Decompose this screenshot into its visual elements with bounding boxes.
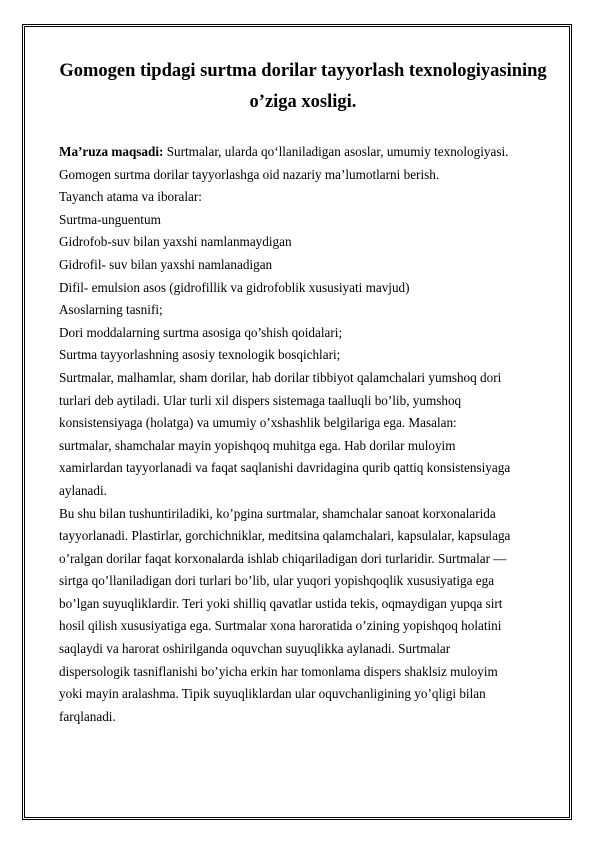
body-line: Asoslarning tasnifi; <box>59 302 163 318</box>
body-line: o’ralgan dorilar faqat korxonalarda ishlab chiqariladigan dori turlaridir. Surtmalar — <box>59 550 507 566</box>
purpose-text: Surtmalar, ularda qo‘llaniladigan asoslar, umumiy texnologiyasi. <box>163 144 509 159</box>
body-line: farqlanadi. <box>59 708 116 724</box>
purpose-line <box>59 141 547 164</box>
body-line: Difil- emulsion asos (gidrofillik va gidrofoblik xususiyati mavjud) <box>59 279 410 295</box>
body-line: konsistensiyaga (holatga) va umumiy o’xshashlik belgilariga ega. Masalan: <box>59 415 457 431</box>
purpose-label: Ma’ruza maqsadi: <box>59 144 164 159</box>
body-line: Gomogen surtma dorilar tayyorlashga oid nazariy ma’lumotlarni berish. <box>59 166 440 182</box>
body-line: Gidrofob-suv bilan yaxshi namlanmaydigan <box>59 234 292 250</box>
body-line: Tayanch atama va iboralar: <box>59 189 202 205</box>
body-line: yoki mayin aralashma. Tipik suyuqliklardan ular oquvchanligining yo’qligi bilan <box>59 686 486 702</box>
document-body <box>59 141 547 728</box>
body-line: turlari deb aytiladi. Ular turli xil dispers sistemaga taalluqli bo’lib, yumshoq <box>59 392 462 408</box>
body-line: saqlaydi va harorat oshirilganda oquvchan suyuqlikka aylanadi. Surtmalar <box>59 641 451 657</box>
body-line: tayyorlanadi. Plastirlar, gorchichniklar, meditsina qalamchalari, kapsulalar, kapsulaga <box>59 528 511 544</box>
body-line: hosil qilish xususiyatiga ega. Surtmalar xona haroratida o’zining yopishqoq holatini <box>59 618 502 634</box>
title-line-1: Gomogen tipdagi surtma dorilar tayyorlash texnologiyasining <box>59 61 547 81</box>
title-line-2: o’ziga xosligi. <box>249 92 357 112</box>
body-line: surtmalar, shamchalar mayin yopishqoq muhitga ega. Hab dorilar muloyim <box>59 437 456 453</box>
body-line: Dori moddalarning surtma asosiga qo’shish qoidalari; <box>59 324 343 340</box>
body-line: dispersologik tasniflanishi bo’yicha erkin har tomonlama dispers shaklsiz muloyim <box>59 663 498 679</box>
document-content <box>59 56 547 728</box>
body-line: xamirlardan tayyorlanadi va faqat saqlanishi davridagina qurib qattiq konsistensiyaga <box>59 460 511 476</box>
document-title <box>59 56 547 118</box>
body-line: Surtmalar, malhamlar, sham dorilar, hab dorilar tibbiyot qalamchalari yumshoq dori <box>59 369 502 385</box>
body-line: Gidrofil- suv bilan yaxshi namlanadigan <box>59 256 273 272</box>
body-line: Surtma-unguentum <box>59 211 161 227</box>
body-line: bo’lgan suyuqliklardir. Teri yoki shilliq qavatlar ustida tekis, oqmaydigan yupqa sirt <box>59 595 503 611</box>
body-line: Surtma tayyorlashning asosiy texnologik bosqichlari; <box>59 347 341 363</box>
body-line: sirtga qo’llaniladigan dori turlari bo’lib, ular yuqori yopishqoqlik xususiyatiga ega <box>59 573 495 589</box>
body-line: aylanadi. <box>59 482 107 498</box>
body-line: Bu shu bilan tushuntiriladiki, ko’pgina surtmalar, shamchalar sanoat korxonalarida <box>59 505 496 521</box>
